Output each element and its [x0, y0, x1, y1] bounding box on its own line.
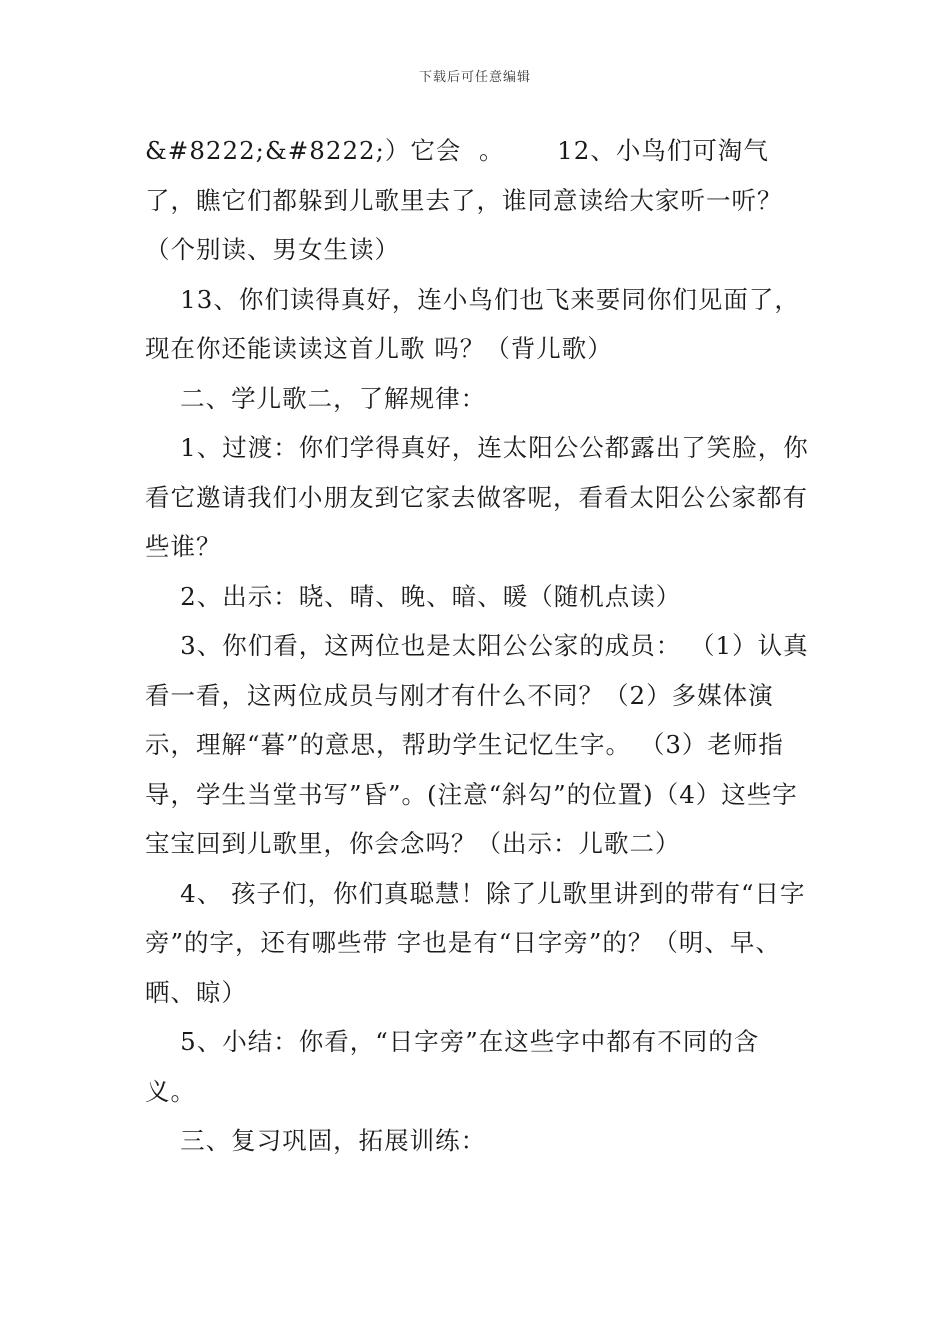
paragraph-6: 4、 孩子们，你们真聪慧！除了儿歌里讲到的带有“日字旁”的字，还有哪些带 字也是有“日字旁”的？（明、早、晒、晾）: [145, 878, 806, 1007]
paragraph-4: 2、出示：晓、晴、晚、暗、暖（随机点读）: [145, 581, 682, 611]
paragraph-1: &#8222;&#8222;）它会 。 12、小鸟们可淘气了，瞧它们都躲到儿歌里去了，谁同意读给大家听一听？ （个别读、男女生读）: [145, 136, 792, 264]
page-header: 下载后可任意编辑: [418, 70, 531, 85]
section-heading-2: 二、学儿歌二，了解规律：: [145, 383, 487, 413]
paragraph-3: 1、过渡：你们学得真好，连太阳公公都露出了笑脸，你看它邀请我们小朋友到它家去做客呢，看看太阳公公家都有些谁？: [145, 433, 809, 561]
paragraph-7: 5、小结：你看，“日字旁”在这些字中都有不同的含义。: [145, 1027, 760, 1106]
paragraph-2: 13、你们读得真好，连小鸟们也飞来要同你们见面了，现在你还能读读这首儿歌 吗？（背儿歌）: [145, 284, 800, 363]
document-body: [145, 126, 810, 1166]
paragraph-5: 3、你们看，这两位也是太阳公公家的成员： （1）认真看一看，这两位成员与刚才有什么不同？（2）多媒体演示，理解“暮”的意思，帮助学生记忆生字。 （3）老师指导，学生当堂书写”昏”。(注意“斜勾”的位置)（4）这些字宝宝回到儿歌里，你会念吗？（出示：儿歌二）: [145, 631, 809, 858]
section-heading-3: 三、复习巩固，拓展训练：: [145, 1126, 487, 1155]
